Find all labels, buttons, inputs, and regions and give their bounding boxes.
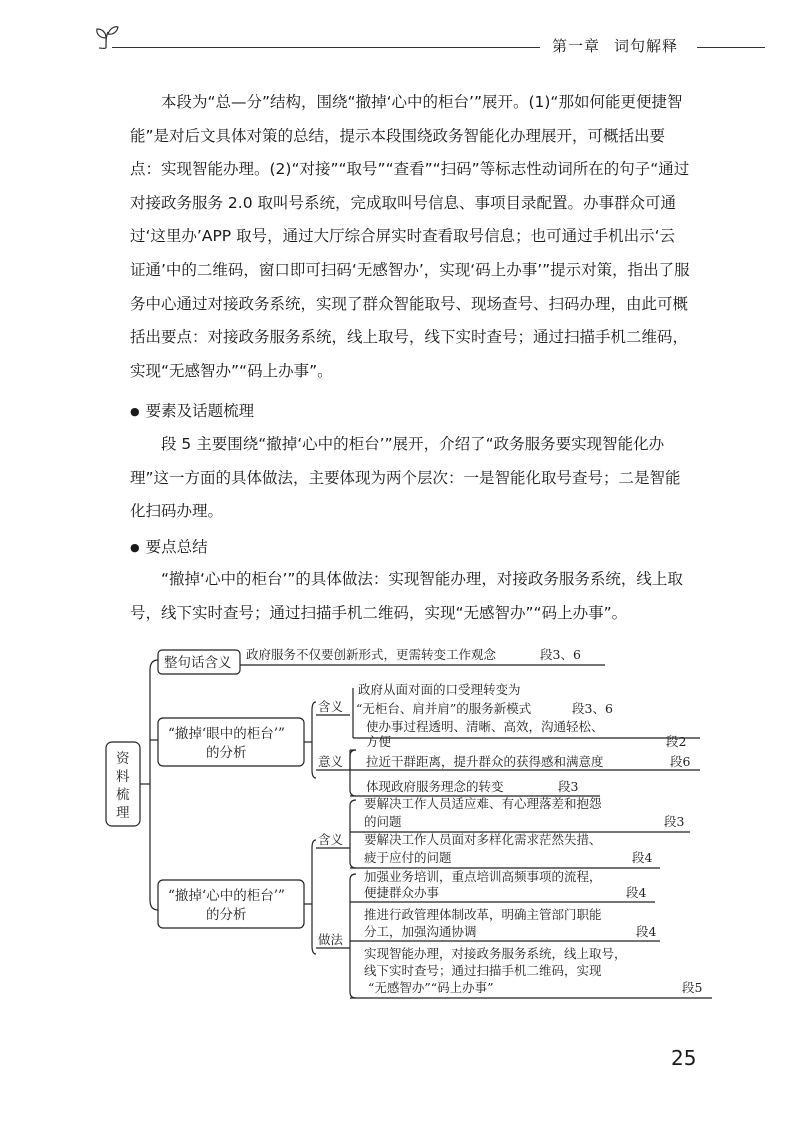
root-char-1: 资: [116, 751, 130, 767]
branch3-zuofa-item1-b: 便捷群众办事: [364, 885, 440, 900]
branch1-text: 政府服务不仅要创新形式，更需转变工作观念: [246, 647, 497, 662]
branch3-hanyi-item2-a: 要解决工作人员面对多样化需求茫然失措、: [364, 832, 602, 847]
branch3-zuofa-item3-b: 线下实时查号；通过扫描手机二维码，实现: [364, 963, 602, 978]
page-number: 25: [671, 1046, 697, 1070]
branch2-yiyi-item2-ref: 段6: [670, 754, 691, 769]
body-paragraph-1: 本段为“总—分”结构，围绕“撤掉‘心中的柜台’”展开。(1)“那如何能更便捷智能”是对后文具体对策的总结，提示本段围绕政务智能化办理展开，可概括出要点：实现智能办理。(2)“对接”“取号”“查看”“扫码”等标志性动词所在的句子“通过对接政务服务 2.0 取叫号系统，完成取叫号信息、事项目录配置。办事群众可通过‘这里办’APP 取号，通过大厅综合屏实时查看取号信息；也可通过手机出示‘云证通’中的二维码，窗口即可扫码‘无感智办’，实现‘码上办事’”提示对策，指出了服务中心通过对接政务系统，实现了群众智能取号、现场查号、扫码办理，由此可概括出要点：对接政务服务系统，线上取号，线下实时查号；通过扫描手机二维码，实现“无感智办”“码上办事”。: [130, 93, 690, 380]
section-heading-1: ● 要素及话题梳理: [130, 394, 254, 429]
branch3-zuofa-item2-ref: 段4: [636, 924, 657, 939]
chapter-number: 第一章: [552, 37, 601, 55]
branch3-zuofa-item2-b: 分工，加强沟通协调: [364, 924, 477, 939]
branch2-hanyi: 含义: [318, 699, 344, 714]
root-char-2: 料: [116, 769, 130, 785]
root-char-4: 理: [116, 805, 130, 821]
branch2-label-line1: “撤掉‘眼中的柜台’”: [168, 726, 285, 742]
branch3-hanyi-item2-ref: 段4: [632, 850, 653, 865]
section-heading-2: ● 要点总结: [130, 530, 208, 565]
branch3-zuofa-item1-a: 加强业务培训，重点培训高频事项的流程，: [364, 869, 602, 884]
section-text-1: 段 5 主要围绕“撤掉‘心中的柜台’”展开，介绍了“政务服务要实现智能化办理”这一方面的具体做法，主要体现为两个层次：一是智能化取号查号；二是智能化扫码办理。: [130, 435, 681, 521]
branch1-ref: 段3、6: [540, 647, 581, 662]
branch3-hanyi-item1-ref: 段3: [664, 814, 685, 829]
branch2-yiyi-item1-ref: 段2: [666, 734, 687, 749]
branch2-hanyi-line2: “无柜台、肩并肩”的服务新模式: [356, 701, 532, 716]
branch3-hanyi-item1-b: 的问题: [364, 814, 402, 829]
branch2-yiyi-item2: 拉近干群距离，提升群众的获得感和满意度: [366, 754, 604, 769]
chapter-title: 词句解释: [614, 37, 679, 55]
branch3-hanyi: 含义: [318, 832, 344, 847]
branch2-hanyi-line1: 政府从面对面的口受理转变为: [358, 682, 521, 697]
branch3-label-line2: 的分析: [206, 907, 247, 923]
branch3-zuofa: 做法: [318, 932, 344, 947]
section-text-2: “撤掉‘心中的柜台’”的具体做法：实现智能办理，对接政务服务系统，线上取号，线下实时查号；通过扫描手机二维码，实现“无感智办”“码上办事”。: [130, 570, 683, 622]
branch3-hanyi-item2-b: 疲于应付的问题: [364, 850, 452, 865]
branch2-label-line2: 的分析: [206, 745, 247, 761]
branch3-zuofa-item3-a: 实现智能办理，对接政务服务系统，线上取号，: [364, 946, 627, 961]
root-char-3: 梳: [116, 787, 130, 803]
branch3-zuofa-item3-ref: 段5: [682, 980, 703, 995]
branch2-yiyi-item3: 体现政府服务理念的转变: [366, 779, 504, 794]
branch2-yiyi-item3-ref: 段3: [558, 779, 579, 794]
branch3-label-line1: “撤掉‘心中的柜台’”: [168, 888, 285, 904]
branch2-yiyi-item1-a: 使办事过程透明、清晰、高效，沟通轻松、: [366, 719, 604, 734]
branch3-hanyi-item1-a: 要解决工作人员适应难、有心理落差和抱怨: [364, 796, 602, 811]
branch1-label: 整句话含义: [164, 655, 232, 671]
branch3-zuofa-item1-ref: 段4: [626, 885, 647, 900]
branch2-yiyi-item1-b: 方便: [366, 734, 392, 749]
branch2-hanyi-ref: 段3、6: [572, 701, 613, 716]
branch3-zuofa-item3-c: “无感智办”“码上办事”: [368, 980, 494, 995]
branch3-zuofa-item2-a: 推进行政管理体制改革，明确主管部门职能: [364, 907, 602, 922]
branch2-yiyi: 意义: [318, 754, 344, 769]
